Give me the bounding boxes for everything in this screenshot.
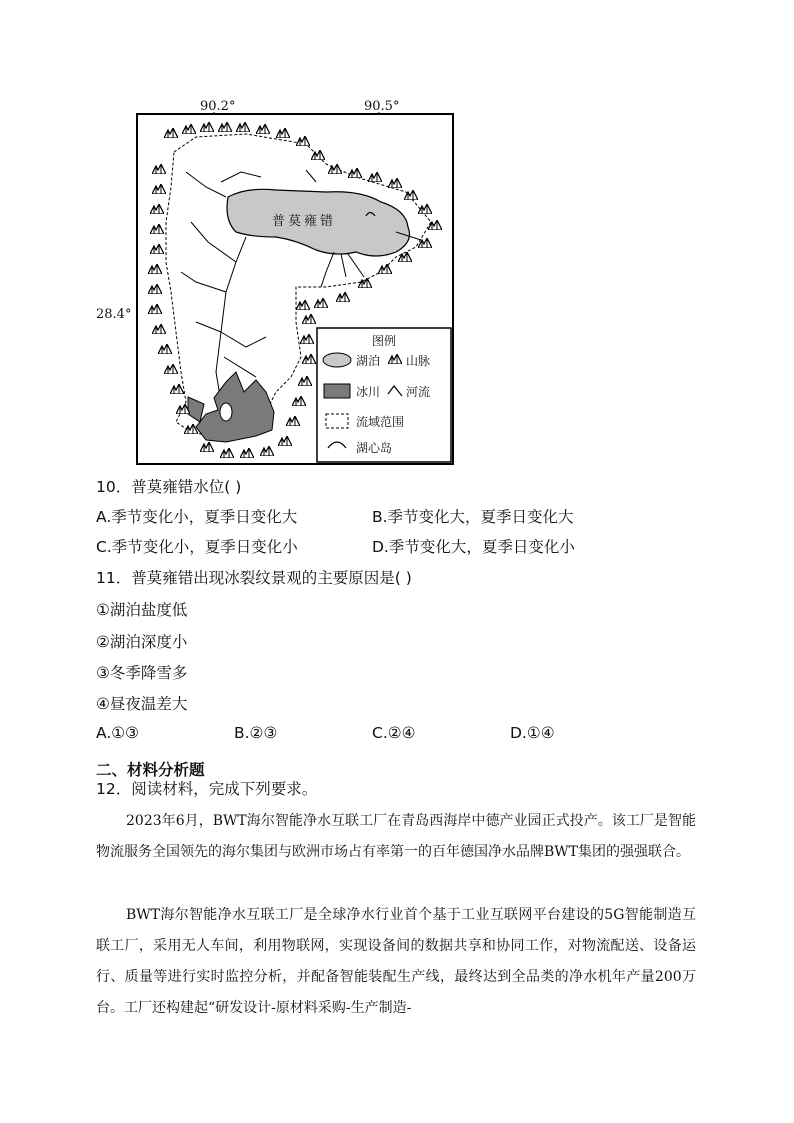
q11-option-b[interactable]: B.②③ [234,724,278,742]
lat-label: 28.4° [96,307,132,322]
question-11-stem: 11．普莫雍错出现冰裂纹景观的主要原因是( ) [96,569,412,587]
section-title: 二、材料分析题 [96,761,205,779]
q11-item-3: ③冬季降雪多 [96,664,188,682]
question-10-stem: 10．普莫雍错水位( ) [96,478,242,496]
lake-basin-map [96,92,466,472]
q11-option-a[interactable]: A.①③ [96,724,140,742]
q11-item-1: ①湖泊盐度低 [96,601,188,619]
legend-title: 图例 [372,334,397,348]
legend-lake: 湖泊 [356,354,381,368]
paragraph-2-text: BWT海尔智能净水互联工厂是全球净水行业首个基于工业互联网平台建设的5G智能制造互联工厂，采用无人车间，利用物联网，实现设备间的数据共享和协同工作，对物流配送、设备运行、质量等进行实时监控分析，并配备智能装配生产线，最终达到全品类的净水机年产量200万台。工厂还构建起“研发设计-原材料采购-生产制造- [96,907,696,1016]
material-paragraph-1 [96,806,696,868]
q10-option-a[interactable]: A.季节变化小，夏季日变化大 [96,508,298,526]
legend-glacier: 冰川 [356,385,381,399]
q11-option-c[interactable]: C.②④ [372,724,416,742]
lake-name: 普莫雍错 [272,214,337,229]
q11-item-2: ②湖泊深度小 [96,633,188,651]
legend-river: 河流 [406,385,431,399]
question-12-stem: 12．阅读材料，完成下列要求。 [96,780,318,798]
legend-basin: 流域范围 [356,415,405,429]
q10-option-d[interactable]: D.季节变化大，夏季日变化小 [372,538,575,556]
legend-mountain: 山脉 [406,354,431,368]
material-paragraph-2 [96,900,696,1024]
lon-label-1: 90.2° [200,99,236,114]
map-legend [317,328,451,462]
lon-label-2: 90.5° [364,99,400,114]
q10-option-c[interactable]: C.季节变化小，夏季日变化小 [96,538,298,556]
q11-item-4: ④昼夜温差大 [96,695,188,713]
q11-option-d[interactable]: D.①④ [510,724,555,742]
paragraph-1-text: 2023年6月，BWT海尔智能净水互联工厂在青岛西海岸中德产业园正式投产。该工厂是智能物流服务全国领先的海尔集团与欧洲市场占有率第一的百年德国净水品牌BWT集团的强强联合。 [96,813,696,860]
legend-island: 湖心岛 [356,441,393,455]
q10-option-b[interactable]: B.季节变化大，夏季日变化大 [372,508,574,526]
